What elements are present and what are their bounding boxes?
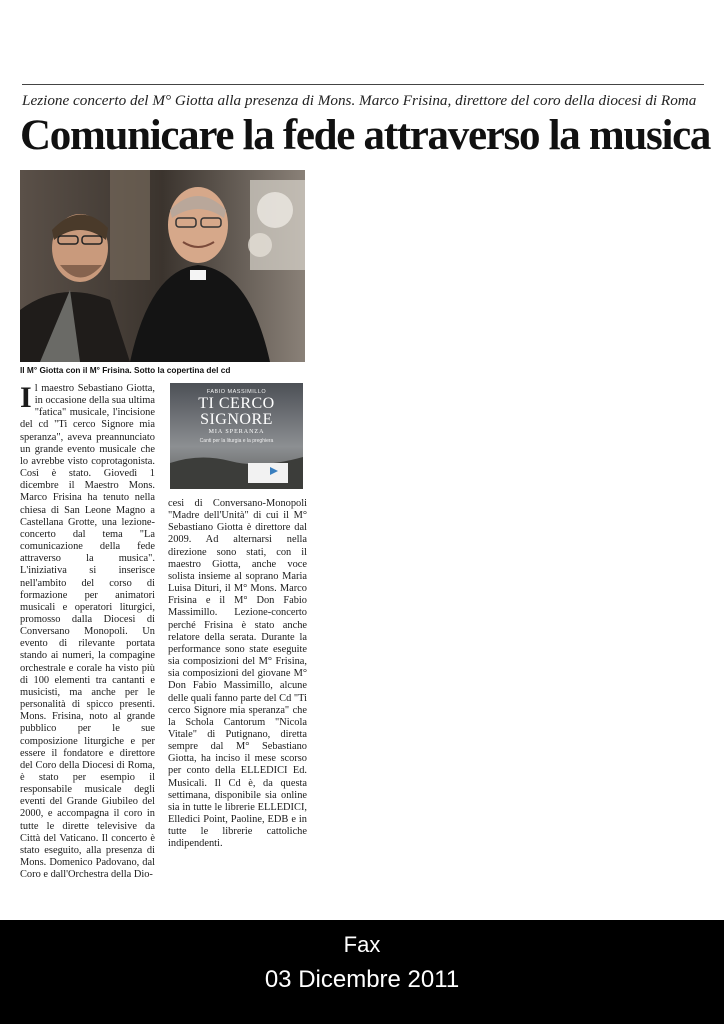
article-column-1 [20,383,155,881]
cd-cover-author: FABIO MASSIMILLO [206,389,267,395]
cd-cover-title-line-1: TI CERCO [198,395,275,412]
photo-illustration [20,170,305,362]
column-2-text: cesi di Conversano-Monopoli "Madre dell'Unità" di cui il M° Sebastiano Giotta è direttore dal 2009. Ad alternarsi nella direzione sono stati, con il maestro Giotta, anche voce solista insieme al soprano Maria Luisa Dituri, il M° Mons. Marco Frisina e il M° Don Fabio Massimillo. Lezione-concerto perché Frisina è stato anche relatore della serata. Durante la performance sono state eseguite sia composizioni del M° Frisina, sia composizioni del giovane M° Don Fabio Massimillo, alcune delle quali fanno parte del Cd "Ti cerco Signore mia speranza" che la Schola Cantorum "Nicola Vitale" di Putignano, diretta sempre dal M° Sebastiano Giotta, ha inciso il mese scorso per conto della ELLEDICI Ed. Musicali. Il Cd è, da questa settimana, disponibile sia online sia in tutte le librerie ELLEDICI, Elledici Point, Paoline, EDB e in tutte le librerie cattoliche indipendenti. [168,498,307,850]
footer-source-label: Fax [343,932,381,957]
cd-cover-subtitle: MIA SPERANZA [208,429,265,435]
cd-cover-title-line-2: SIGNORE [200,411,273,428]
article-column-2 [168,498,307,851]
cd-cover-title [170,396,303,428]
drop-cap: I [20,381,32,414]
cd-cover-image [170,383,303,489]
article-kicker: Lezione concerto del M° Giotta alla presenza di Mons. Marco Frisina, direttore del coro della diocesi di Roma [22,92,697,109]
article-photo [20,170,305,362]
cd-cover-tagline: Canti per la liturgia e la preghiera [199,438,274,444]
column-1-text: l maestro Sebastiano Giotta, in occasione della sua ultima "fatica" musicale, l'incisione del cd "Ti cerco Signore mia speranza", aveva preannunciato un grande evento musicale che lo avrebbe visto coprotagonista. Così è stato. Giovedì 1 dicembre il Maestro Mons. Marco Frisina ha tenuto nella chiesa di San Leone Magno a Castellana Grotte, una lezione-concerto dal tema "La comunicazione della fede attraverso la musica". L'iniziativa si inserisce nell'ambito del corso di formazione per animatori musicali e operatori liturgici, promosso dalla Diocesi di Conversano Monopoli. Un evento di rilevante portata stando ai numeri, la compagine orchestrale e corale ha visto più di 100 elementi tra cantanti e musicisti, ma anche per le personalità di spicco presenti. Mons. Frisina, noto al grande pubblico per le sue composizione liturgiche e per essere il fondatore e direttore del Coro della Diocesi di Roma, è stato per esempio il responsabile musicale degli eventi del Grande Giubileo del 2000, e accompagna il coro in tutte le dirette televisive da Città del Vaticano. Il concerto è stato eseguito, alla presenza di Mons. Domenico Padovano, dal Coro e dall'Orchestra della Dio- [20,383,155,881]
page-top-rule [22,84,704,85]
article-headline: Comunicare la fede attraverso la musica [20,112,711,159]
photo-caption: Il M° Giotta con il M° Frisina. Sotto la copertina del cd [20,365,231,375]
footer-date: 03 Dicembre 2011 [264,966,460,993]
